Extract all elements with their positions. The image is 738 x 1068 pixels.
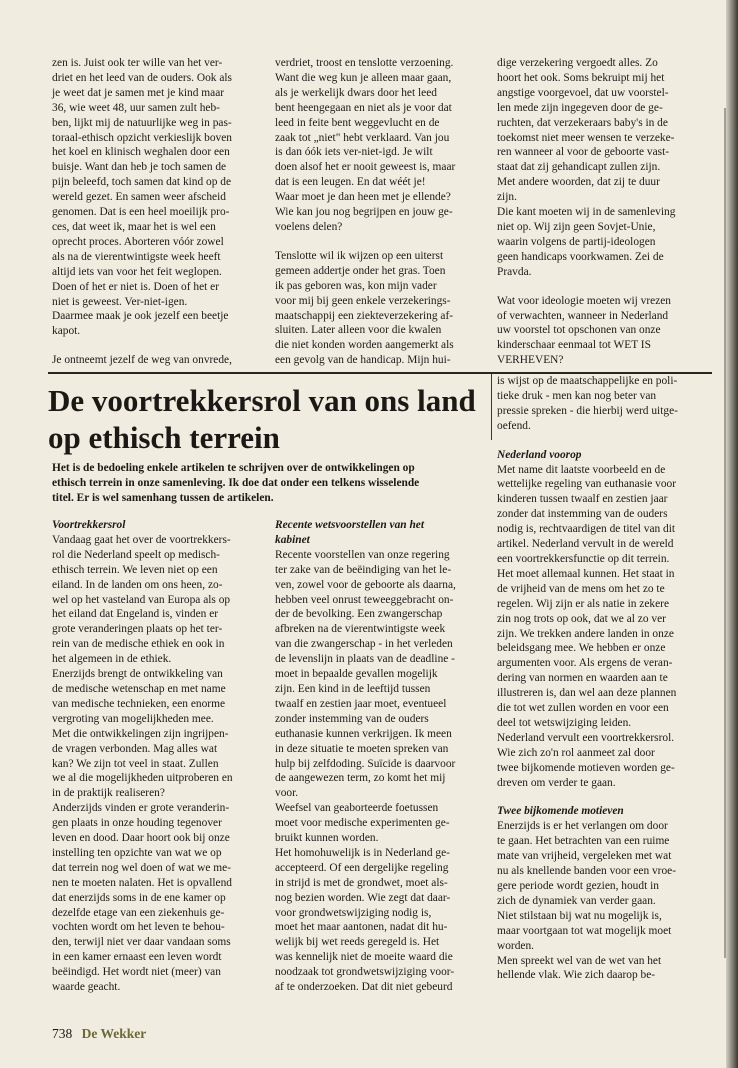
article-column-1-text: Vandaag gaat het over de voortrekkers- rol die Nederland speelt op medisch- ethisch terrein. We leven niet op een eiland. In de landen om ons heen, zo- wel op het vasteland van Europa als op het eiland dat Engeland is, vinden er grote veranderingen plaats op het ter- rein van de medische ethiek en ook in het algemeen in de ethiek. Enerzijds brengt de ontwikkeling van de medische wetenschap en met name van medische technieken, een enorme vergroting van mogelijkheden mee. Met die ontwikkelingen zijn ingrijpen- de vragen verbonden. Mag alles wat kan? We zijn tot veel in staat. Zullen we al die mogelijkheden uitproberen en in de praktijk realiseren? Anderzijds vinden er grote veranderin- gen plaats in onze houding tegenover leven en dood. Daar hoort ook bij onze instelling ten opzichte van wat we op dat terrein nog wel doen of wat we me- nen te moeten nalaten. Het is opvallend dat enerzijds soms in de ene kamer op dezelfde etage van een ziekenhuis ge- vochten wordt om het leven te behou- den, terwijl niet ver daar vandaan soms in een kamer ernaast een leven wordt beëindigd. Het wordt niet (meer) van waarde geacht. [52, 533, 233, 994]
top-column-2-paragraph-1: verdriet, troost en tenslotte verzoening. Want die weg kun je alleen maar gaan, als je werkelijk dwars door het leed bent heengegaan en niet als je voor dat leed in feite bent weggevlucht en de zaak tot „niet" hebt verklaard. Van jou is dan óók iets ver-niet-igd. Je wilt doen alsof het er nooit geweest is, maar dat is een leugen. En dat wéét je! Waar moet je dan heen met je ellende? Wie kan jou nog begrijpen en jouw ge- voelens delen? [275, 57, 456, 233]
page-edge [726, 0, 738, 1068]
top-column-1 [52, 56, 272, 368]
top-column-2-paragraph-2: Tenslotte wil ik wijzen op een uiterst gemeen addertje onder het gras. Toen ik pas geboren was, kon mijn vader voor mij bij geen enkele verzekerings- maatschappij een ziekteverzekering af- sluiten. Later alleen voor die kwalen die niet konden worden aangemerkt als een gevolg van de handicap. Mijn hui- [275, 249, 454, 367]
subhead-voortrekkersrol: Voortrekkersrol [52, 519, 126, 531]
subhead-wetsvoorstellen: Recente wetsvoorstellen van het kabinet [275, 519, 425, 546]
top-column-3 [497, 56, 715, 368]
top-column-1-paragraph-1: zen is. Juist ook ter wille van het ver- driet en het leed van de ouders. Ook als je weet dat je samen met je kind maar 36, wie weet 48, uur samen zult heb- ben, lijkt mij de natuurlijke weg in pas- toraal-ethisch opzicht verkieslijk boven het koel en klinisch weghalen door een buisje. Want dan heb je toch samen de pijn beleefd, toch samen dat kind op de wereld gezet. En samen weer afscheid genomen. Dat is een heel moeilijk pro- ces, dat weet ik, maar het is wel een oprecht proces. Aborteren vóór zowel als na de vierentwintigste week heeft altijd iets van voor het feit weglopen. Doen of het er niet is. Doen of het er niet is geweest. Ver-niet-igen. Daarmee maak je ook jezelf een beetje kapot. [52, 57, 232, 338]
top-column-2 [275, 56, 497, 368]
article-column-3-text-1: Met name dit laatste voorbeeld en de wettelijke regeling van euthanasie voor kinderen tussen twaalf en zestien jaar zonder dat instemming van de ouders nodig is, rechtvaardigen de titel van dit artikel. Nederland vervult in de wereld een voortrekkersfunctie op dit terrein. Het moet allemaal kunnen. Het staat in de vrijheid van de mens om het zo te regelen. Wij zijn er als natie in zekere zin nog trots op ook, dat we al zo ver zijn. We trekken andere landen in onze beleidsgang mee. We hebben er onze argumenten voor. Als ergens de veran- dering van normen en waarden aan te illustreren is, dan wel aan deze plannen die tot wet zullen worden en voor een deel tot wetswijziging leiden. Nederland vervult een voortrekkersrol. Wie zich zo'n rol aanmeet zal door twee bijkomende motieven worden ge- dreven om verder te gaan. [497, 463, 677, 789]
article-column-1 [52, 518, 272, 995]
column-rule [491, 374, 492, 440]
article-column-3 [497, 374, 715, 983]
subhead-nederland-voorop: Nederland voorop [497, 448, 582, 461]
magazine-name: De Wekker [81, 1026, 147, 1041]
article-column-2 [275, 518, 497, 995]
page-number: 738 [52, 1026, 73, 1041]
page-footer [52, 1026, 146, 1042]
article-column-2-text: Recente voorstellen van onze regering ter zake van de beëindiging van het le- ven, zowel voor de geboorte als daarna, hebben veel onrust teweeggebracht on- der de bevolking. Een zwangerschap afbreken na de vierentwintigste week van die zwangerschap - in het verleden de levenslijn in plaats van de deadline - moet in bepaalde gevallen mogelijk zijn. Een kind in de leeftijd tussen twaalf en zestien jaar moet, eventueel zonder instemming van de ouders euthanasie kunnen verkrijgen. Ik meen in deze situatie te moeten spreken van hulp bij zelfdoding. Suïcide is daarvoor de aangewezen term, zo komt het mij voor. Weefsel van geaborteerde foetussen moet voor medische experimenten ge- bruikt kunnen worden. Het homohuwelijk is in Nederland ge- accepteerd. Of een dergelijke regeling in strijd is met de grondwet, moet als- nog bezien worden. Wie zegt dat daar- voor grondwetswijziging nodig is, moet het maar aantonen, nadat dit hu- welijk bij wet reeds geregeld is. Het was kennelijk niet de moeite waard die noodzaak tot grondwetswijziging voor- af te onderzoeken. Dat dit niet gebeurd [275, 548, 456, 994]
article-column-3-text-2: Enerzijds is er het verlangen om door te gaan. Het betrachten van een ruime mate van vrijheid, vergeleken met wat nu als knellende banden voor een vroe- gere periode wordt gezien, houdt in zich de dynamiek van verder gaan. Niet stilstaan bij wat nu mogelijk is, maar voortgaan tot wat mogelijk moet worden. Men spreekt wel van de wet van het hellende vlak. Wie zich daarop be- [497, 820, 677, 982]
article-intro: Het is de bedoeling enkele artikelen te schrijven over de ontwikkelingen op ethisch terrein in onze samenleving. Ik doe dat onder een telkens wisselende titel. Er is wel samenhang tussen de artikelen. [52, 462, 420, 504]
top-column-3-paragraph-1: dige verzekering vergoedt alles. Zo hoort het ook. Soms bekruipt mij het angstige voorgevoel, dat uw voorstel- len mede zijn ingegeven door de ge- ruchten, dat verzekeraars baby's in de toekomst niet meer wensen te verzeke- ren wanneer al voor de geboorte vast- staat dat zij gehandicapt zullen zijn. Met andere woorden, dat zij te duur zijn. Die kant moeten wij in de samenleving niet op. Wij zijn geen Sovjet-Unie, waarin volgens de partij-ideologen geen handicaps voorkwamen. Zei de Pravda. [497, 57, 676, 278]
subhead-twee-motieven: Twee bijkomende motieven [497, 805, 624, 818]
top-column-3-paragraph-2: Wat voor ideologie moeten wij vrezen of verwachten, wanneer in Nederland uw voorstel tot opschonen van onze kinderschaar eenmaal tot WET IS VERHEVEN? [497, 294, 671, 367]
article-column-3-lead: is wijst op de maatschappelijke en poli- tieke druk - men kan nog beter van pressie spreken - die hierbij werd uitge- oefend. [497, 375, 678, 432]
top-column-1-paragraph-2: Je ontneemt jezelf de weg van onvrede, [52, 354, 232, 367]
article-headline: De voortrekkersrol van ons land op ethisch terrein [48, 383, 476, 455]
